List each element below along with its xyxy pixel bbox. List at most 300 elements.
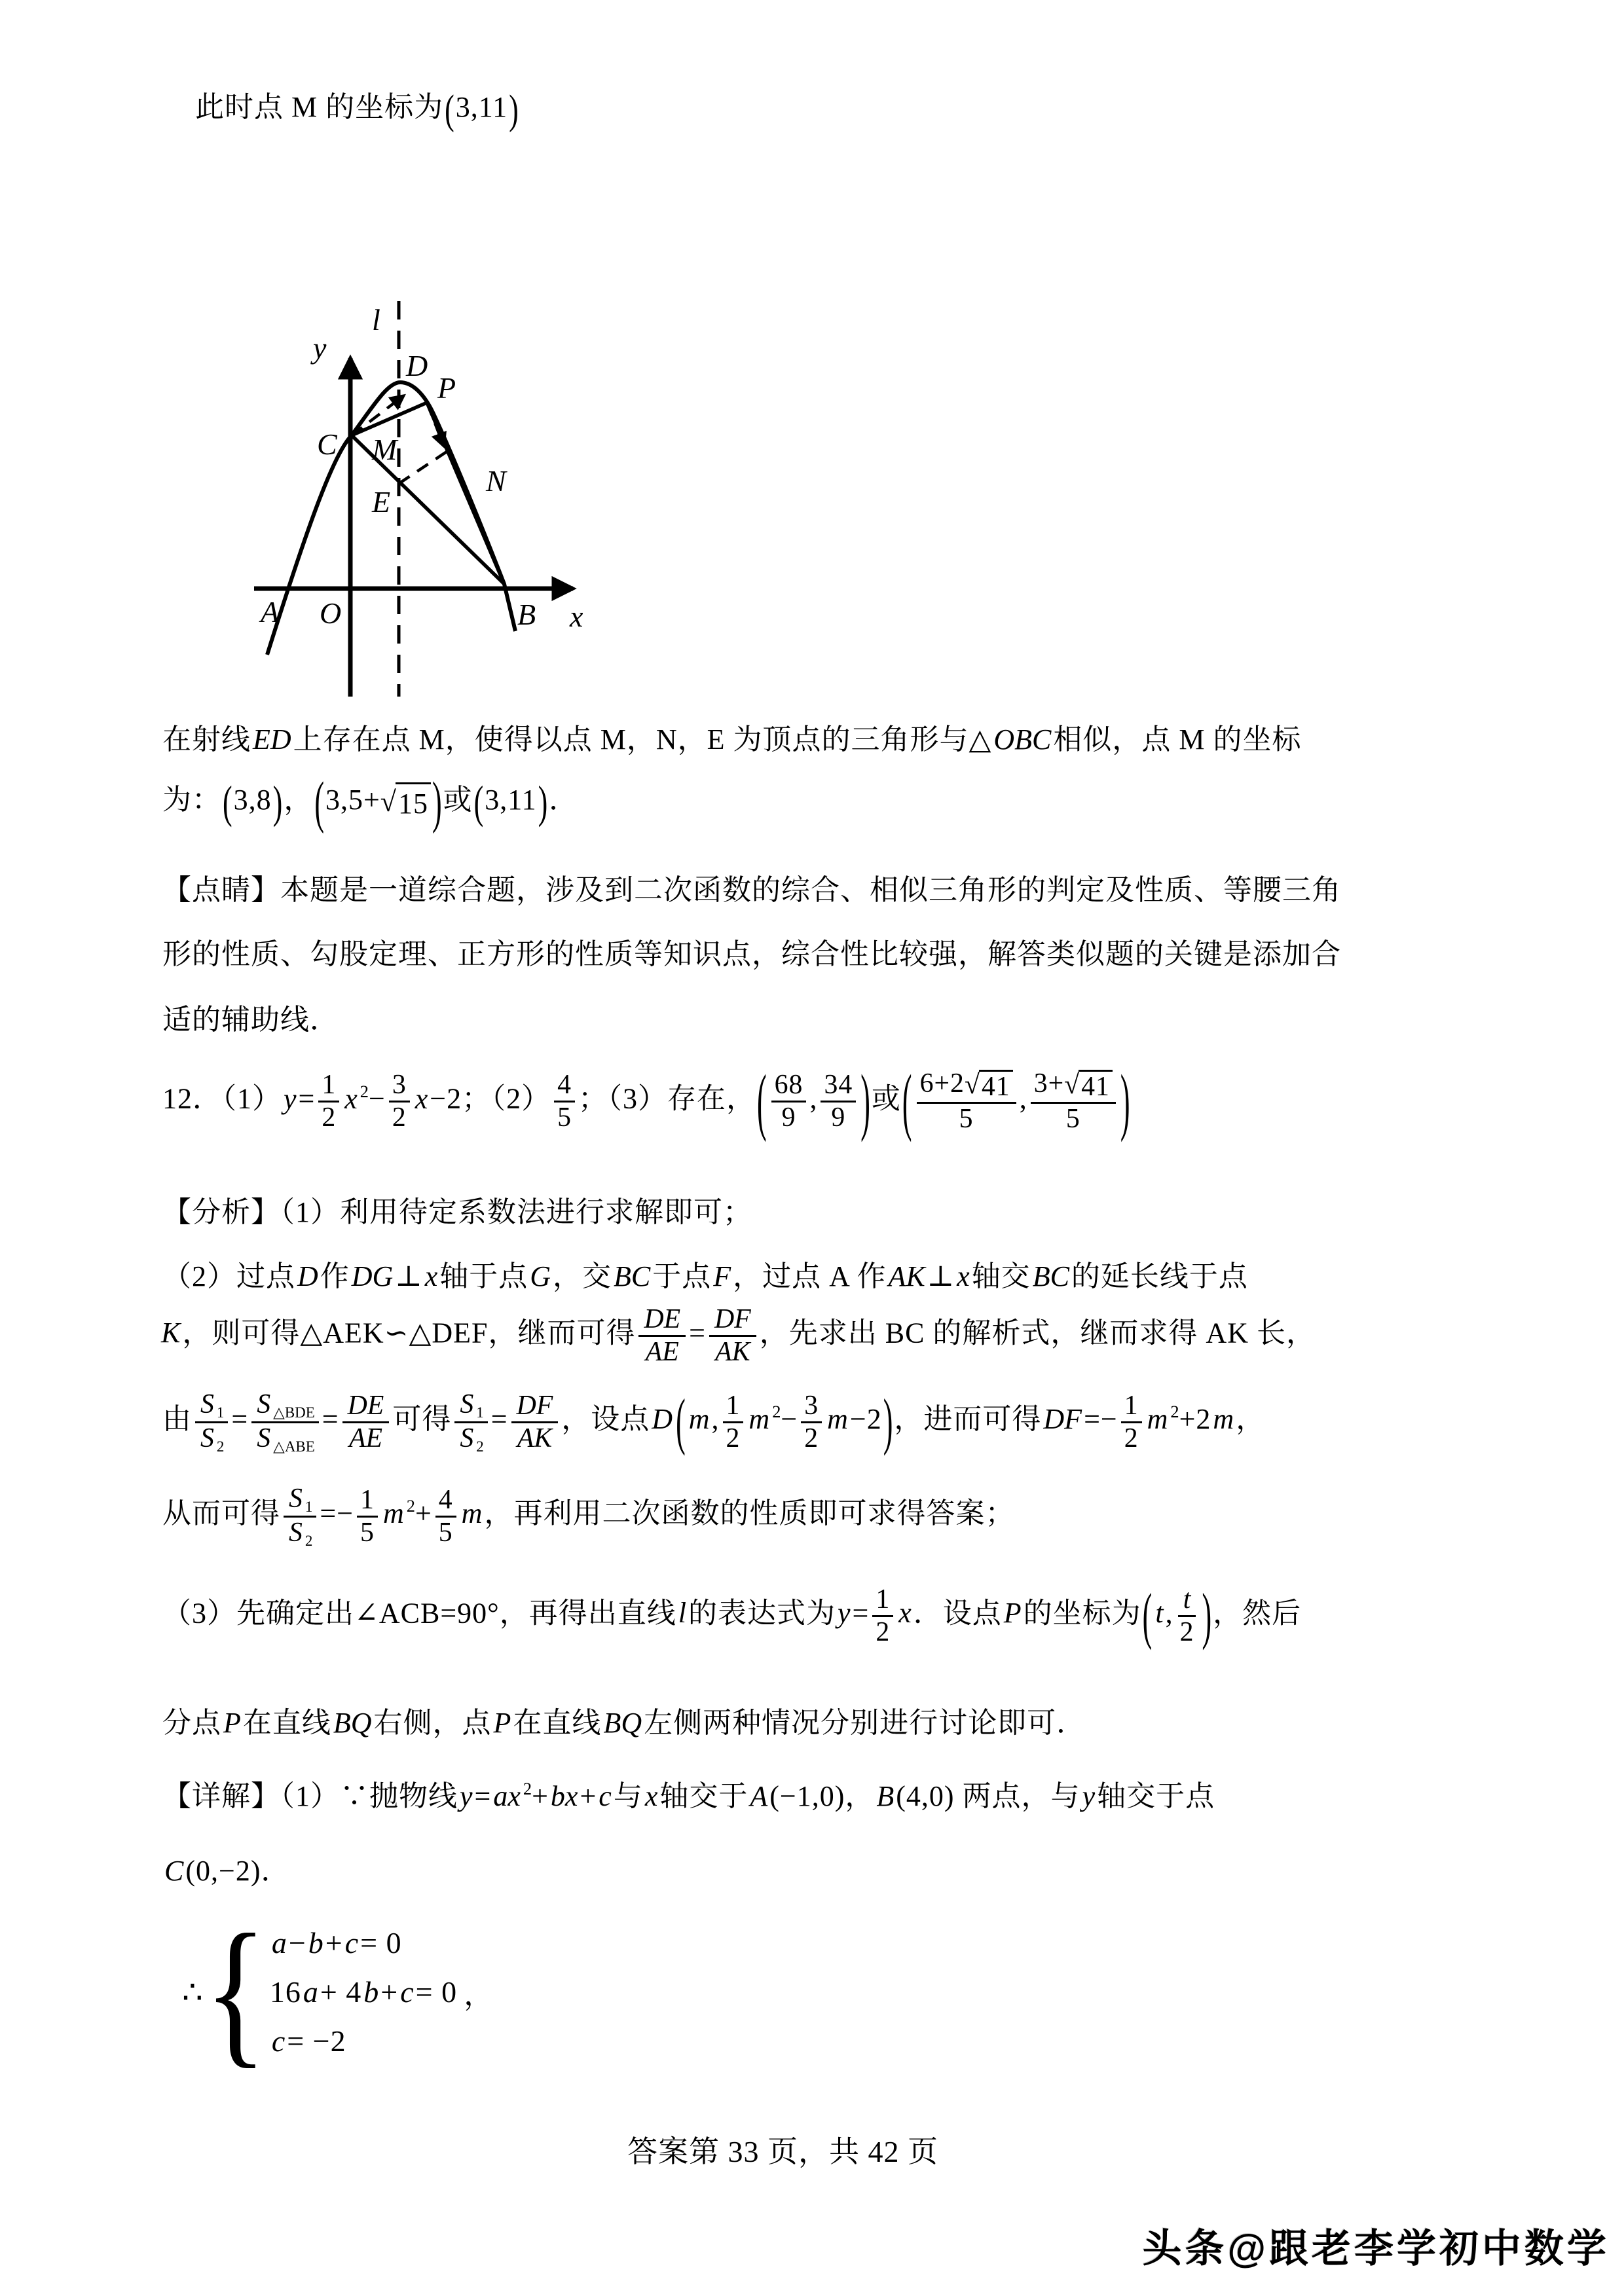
math-text: = 0 <box>415 1975 458 2009</box>
math-text: ，先求出 BC 的解析式，继而求得 AK 长， <box>759 1317 1316 1349</box>
math-text: 16 <box>269 1975 301 2009</box>
fraction <box>1177 1584 1198 1648</box>
math-text: + <box>532 1780 549 1812</box>
math-variable: y <box>284 1082 297 1115</box>
math-text: 从而可得 <box>162 1497 280 1530</box>
dashed-segment-to-E <box>399 452 447 483</box>
fraction-denominator <box>251 1423 319 1455</box>
math-variable: AE <box>645 1336 679 1367</box>
fraction-denominator <box>872 1617 893 1648</box>
fraction-numerator <box>195 1389 228 1423</box>
math-variable: P <box>223 1707 241 1739</box>
math-variable: AK <box>517 1423 553 1453</box>
fraction-numerator <box>284 1484 316 1518</box>
superscript: 2 <box>406 1496 415 1516</box>
label-M: M <box>372 433 397 466</box>
fraction-numerator <box>709 1304 756 1337</box>
fraction-denominator <box>828 1102 849 1133</box>
subscript: 2 <box>216 1438 225 1455</box>
fraction-denominator <box>1063 1104 1084 1135</box>
fraction-numerator <box>554 1070 575 1102</box>
left-paren: ( <box>223 776 232 828</box>
math-text: + <box>380 1975 399 2009</box>
math-variable: BQ <box>333 1707 372 1739</box>
fraction <box>357 1485 378 1548</box>
math-text: 2 <box>804 1423 819 1453</box>
math-text: 5 <box>360 1517 375 1548</box>
subscript: △BDE <box>273 1404 315 1421</box>
analysis-line-5 <box>162 1484 1014 1549</box>
superscript: 2 <box>523 1778 532 1798</box>
fraction <box>318 1070 339 1133</box>
math-variable: ax <box>493 1780 521 1812</box>
math-text: , <box>1019 1082 1027 1115</box>
math-text: 41 <box>981 1071 1010 1102</box>
math-variable: S <box>460 1423 474 1453</box>
fraction-numerator <box>917 1068 1016 1104</box>
square-root <box>965 1070 1013 1102</box>
label-C: C <box>317 428 337 461</box>
fraction-denominator <box>195 1423 228 1455</box>
math-text: + 4 <box>320 1975 362 2009</box>
left-paren: ( <box>445 86 454 134</box>
math-variable: F <box>713 1260 731 1292</box>
math-variable: BC <box>614 1260 651 1292</box>
math-text: = <box>322 1403 339 1436</box>
fraction <box>284 1484 316 1549</box>
fraction-denominator <box>435 1518 456 1548</box>
fraction <box>638 1304 686 1368</box>
left-paren: ( <box>757 1059 767 1143</box>
similarity-statement-line-2 <box>162 770 579 835</box>
math-text: 1 <box>322 1070 337 1101</box>
answer-12-line <box>162 1059 1132 1143</box>
math-variable: DF <box>516 1390 553 1421</box>
math-text: ，然后 <box>1213 1597 1302 1630</box>
math-variable: S <box>289 1517 303 1548</box>
math-text: 1 <box>1124 1390 1139 1421</box>
math-variable: P <box>1003 1597 1022 1630</box>
right-paren: ) <box>538 776 548 828</box>
math-text: ⊥ <box>395 1260 423 1292</box>
math-text: 3 <box>804 1390 819 1421</box>
math-text: 作 <box>320 1260 350 1292</box>
fraction-denominator <box>956 1104 977 1135</box>
math-text: − <box>369 1082 386 1115</box>
math-text: 2 <box>1124 1423 1139 1453</box>
fraction-numerator <box>638 1304 686 1337</box>
math-text: 在直线 <box>513 1707 602 1739</box>
math-variable: OBC <box>993 723 1052 756</box>
right-paren: ) <box>509 86 519 134</box>
math-text: 3,8 <box>233 784 272 816</box>
fraction <box>1031 1068 1116 1135</box>
math-text: 在直线 <box>242 1707 331 1739</box>
fraction-numerator <box>389 1070 410 1102</box>
math-text: 的延长线于点 <box>1071 1260 1248 1292</box>
math-text: 【点睛】本题是一道综合题，涉及到二次函数的综合、相似三角形的判定及性质、等腰三角 <box>162 874 1341 906</box>
fraction <box>872 1584 893 1648</box>
math-text: 的表达式为 <box>688 1597 836 1630</box>
math-variable: S <box>289 1484 303 1514</box>
fraction <box>454 1389 487 1455</box>
math-text: 68 <box>774 1070 803 1101</box>
fraction-denominator <box>284 1518 316 1550</box>
math-variable: DE <box>347 1390 384 1421</box>
math-text: 左侧两种情况分别进行讨论即可． <box>644 1707 1086 1739</box>
math-text: 1 <box>726 1390 741 1421</box>
math-variable: ED <box>253 723 291 756</box>
label-D: D <box>406 349 428 382</box>
radical-sign: √ <box>1064 1069 1080 1100</box>
math-text: 可得 <box>392 1403 452 1436</box>
math-variable: t <box>1155 1597 1164 1630</box>
math-text: 轴交于 <box>659 1780 748 1812</box>
math-text: 的坐标为 <box>1023 1597 1141 1630</box>
fraction-denominator <box>640 1337 684 1368</box>
square-root <box>380 782 431 823</box>
subscript: 1 <box>304 1498 313 1515</box>
math-variable: x <box>898 1597 912 1630</box>
left-paren: ( <box>902 1059 912 1143</box>
fraction <box>709 1304 756 1368</box>
label-l: l <box>372 303 380 337</box>
math-text: ， <box>1236 1403 1266 1436</box>
math-text: 4 <box>557 1070 572 1101</box>
math-text: 2 <box>392 1102 407 1133</box>
math-text: ⊥ <box>927 1260 955 1292</box>
right-paren: ) <box>432 770 442 835</box>
fraction-numerator <box>251 1389 319 1423</box>
label-P: P <box>437 371 456 405</box>
math-text: (−1,0)， <box>769 1780 875 1812</box>
math-text: +2 <box>1179 1403 1211 1436</box>
math-text: ，再利用二次函数的性质即可求得答案； <box>484 1497 1015 1530</box>
detail-line-2 <box>162 1851 290 1890</box>
math-text: = −2 <box>287 2024 346 2058</box>
math-text: 1 <box>360 1484 375 1515</box>
math-variable: AK <box>715 1336 750 1367</box>
fraction-numerator <box>723 1391 744 1423</box>
math-variable: c <box>400 1975 414 2009</box>
fraction <box>821 1070 856 1133</box>
math-variable: a <box>271 1926 287 1959</box>
label-y: y <box>313 331 327 365</box>
math-text: 于点 <box>652 1260 712 1292</box>
math-text: ，过点 A 作 <box>733 1260 887 1292</box>
system-trailing-comma: ， <box>464 1977 494 2011</box>
subscript: 1 <box>476 1404 484 1421</box>
fraction <box>723 1391 744 1454</box>
left-paren: ( <box>676 1386 686 1457</box>
math-variable: m <box>827 1403 848 1436</box>
fraction-numerator <box>801 1391 822 1423</box>
math-variable: S <box>460 1389 474 1419</box>
math-variable: S <box>200 1423 214 1453</box>
superscript: 2 <box>360 1081 369 1101</box>
math-text: = <box>689 1317 706 1349</box>
right-paren: ) <box>860 1059 870 1143</box>
math-text: − <box>781 1403 798 1436</box>
note-line-2 <box>162 935 1341 974</box>
right-paren: ) <box>883 1386 893 1457</box>
math-text: = 0 <box>360 1926 402 1959</box>
math-text: 5 <box>438 1517 453 1548</box>
label-B: B <box>517 598 536 631</box>
math-text: 右侧，点 <box>373 1707 492 1739</box>
note-line-1 <box>162 871 1341 909</box>
m-coordinate-line <box>195 86 520 134</box>
math-text: = <box>852 1597 870 1630</box>
fraction <box>771 1070 807 1133</box>
radicand <box>396 782 431 823</box>
therefore-symbol: ∴ <box>182 1973 203 2011</box>
parabola-figure <box>111 296 609 702</box>
left-paren: ( <box>314 770 324 835</box>
math-variable: x <box>957 1260 970 1292</box>
math-text: 9 <box>831 1102 846 1133</box>
math-text: , <box>711 1403 720 1436</box>
fraction-numerator <box>1031 1068 1116 1104</box>
math-variable: BC <box>1032 1260 1069 1292</box>
math-text: + <box>580 1780 597 1812</box>
math-text: 轴于点 <box>439 1260 528 1292</box>
math-text: 由 <box>162 1403 192 1436</box>
analysis-line-7 <box>162 1704 1086 1742</box>
equation-row-1 <box>270 1925 457 1960</box>
math-variable: DF <box>714 1304 751 1334</box>
math-variable: t <box>1183 1584 1191 1614</box>
math-text: 适的辅助线． <box>162 1004 339 1036</box>
math-text: = <box>474 1780 492 1812</box>
superscript: 2 <box>772 1402 781 1422</box>
math-variable: AK <box>888 1260 925 1292</box>
math-text: 或 <box>443 784 473 816</box>
fraction <box>195 1389 228 1455</box>
math-text: 在射线 <box>162 723 251 756</box>
page-footer: 答案第 33 页，共 42 页 <box>627 2135 938 2168</box>
label-A: A <box>261 595 280 629</box>
math-text: 3 <box>392 1070 407 1101</box>
fraction <box>1121 1391 1142 1454</box>
subscript: 2 <box>476 1438 484 1455</box>
analysis-line-2 <box>162 1257 1248 1296</box>
math-variable: S <box>200 1389 214 1419</box>
math-variable: DF <box>1043 1403 1082 1436</box>
fraction-denominator <box>454 1423 487 1455</box>
math-text: 9 <box>781 1102 796 1133</box>
fraction-numerator <box>872 1584 893 1617</box>
equation-row-3 <box>270 2024 457 2058</box>
analysis-line-1 <box>162 1193 752 1231</box>
math-text: =− <box>320 1497 354 1530</box>
math-variable: m <box>461 1497 483 1530</box>
fraction-numerator <box>821 1070 856 1102</box>
math-variable: y <box>837 1597 851 1630</box>
fraction-denominator <box>344 1423 388 1454</box>
math-variable: G <box>530 1260 551 1292</box>
fraction-numerator <box>435 1485 456 1518</box>
math-text: ，进而可得 <box>894 1403 1042 1436</box>
math-variable: c <box>271 2024 286 2058</box>
math-text: 2 <box>1179 1616 1194 1647</box>
math-text: ，交 <box>553 1260 612 1292</box>
math-text: ；（3）存在， <box>578 1082 756 1115</box>
fraction-numerator <box>511 1391 559 1423</box>
fraction <box>342 1391 390 1454</box>
fraction <box>251 1389 319 1455</box>
fraction-denominator <box>801 1423 822 1454</box>
math-variable: m <box>382 1497 404 1530</box>
math-text: 形的性质、勾股定理、正方形的性质等知识点，综合性比较强，解答类似题的关键是添加合 <box>162 938 1341 970</box>
math-variable: b <box>308 1926 323 1959</box>
math-text: 5 <box>959 1104 974 1135</box>
similarity-statement-line-1 <box>162 720 1302 759</box>
math-text: 12．（1） <box>162 1082 282 1115</box>
fraction-numerator <box>1121 1391 1142 1423</box>
left-paren: ( <box>1142 1580 1153 1651</box>
superscript: 2 <box>1170 1402 1179 1422</box>
fraction-denominator <box>779 1102 800 1133</box>
math-variable: c <box>344 1926 359 1959</box>
math-variable: b <box>363 1975 379 2009</box>
math-text: 15 <box>397 787 428 820</box>
square-root <box>1064 1070 1113 1102</box>
math-text: 3,5+ <box>325 784 380 816</box>
radical-sign: √ <box>380 785 396 818</box>
fraction-numerator <box>318 1070 339 1102</box>
math-variable: c <box>599 1780 612 1812</box>
fraction <box>801 1391 822 1454</box>
math-text: − <box>288 1926 306 1959</box>
analysis-line-3 <box>159 1304 1316 1368</box>
math-text: 2 <box>322 1102 337 1133</box>
subscript: 1 <box>216 1404 225 1421</box>
math-variable: AE <box>348 1423 383 1453</box>
math-text: (4,0) 两点，与 <box>896 1780 1080 1812</box>
radicand <box>1079 1070 1113 1102</box>
math-variable: A <box>750 1780 768 1812</box>
math-variable: DE <box>644 1304 681 1334</box>
label-E: E <box>372 485 391 519</box>
right-paren: ) <box>272 776 283 828</box>
math-variable: m <box>748 1403 770 1436</box>
math-variable: m <box>1147 1403 1168 1436</box>
fraction-denominator <box>1121 1423 1142 1454</box>
math-text: ， <box>284 784 314 816</box>
math-variable: x <box>424 1260 438 1292</box>
fraction-denominator <box>1177 1617 1198 1648</box>
math-text: 41 <box>1081 1071 1110 1102</box>
right-paren: ) <box>1120 1059 1130 1143</box>
math-text: 【详解】（1）∵抛物线 <box>162 1780 458 1812</box>
math-variable: D <box>652 1403 673 1436</box>
fraction <box>554 1070 575 1133</box>
equation-system <box>182 1901 494 2082</box>
radical-sign: √ <box>964 1069 980 1100</box>
math-text: 与 <box>613 1780 643 1812</box>
subscript: 2 <box>304 1532 313 1549</box>
math-text: 上存在点 M，使得以点 M，N，E 为顶点的三角形与△ <box>293 723 992 756</box>
math-variable: DG <box>351 1260 394 1292</box>
math-text: −2；（2） <box>430 1082 551 1115</box>
math-variable: m <box>1213 1403 1234 1436</box>
math-variable: m <box>688 1403 710 1436</box>
fraction-numerator <box>342 1391 390 1423</box>
math-text: （3）先确定出∠ACB=90°，再得出直线 <box>162 1597 676 1630</box>
math-text: 3,11 <box>455 91 508 123</box>
radicand <box>979 1070 1013 1102</box>
fraction <box>389 1070 410 1133</box>
fraction-denominator <box>512 1423 557 1454</box>
math-text: 分点 <box>162 1707 221 1739</box>
math-variable: y <box>460 1780 473 1812</box>
fraction <box>511 1391 559 1454</box>
fraction-denominator <box>710 1337 755 1368</box>
math-text: , <box>809 1082 818 1115</box>
math-text: 【分析】（1）利用待定系数法进行求解即可； <box>162 1196 752 1228</box>
math-text: , <box>1165 1597 1173 1630</box>
math-text: 2 <box>876 1616 891 1647</box>
fraction <box>917 1068 1016 1135</box>
label-N: N <box>486 464 506 498</box>
fraction-denominator <box>723 1423 744 1454</box>
math-variable: l <box>678 1597 686 1630</box>
math-text: =− <box>1084 1403 1118 1436</box>
math-text: 3,11 <box>485 784 537 816</box>
math-text: 4 <box>438 1484 453 1515</box>
math-text: 或 <box>871 1082 901 1115</box>
math-text: 5 <box>557 1102 572 1133</box>
math-text: 此时点 M 的坐标为 <box>195 91 444 123</box>
math-text: 6+2 <box>919 1068 965 1099</box>
math-text: −2 <box>849 1403 882 1436</box>
math-variable: P <box>493 1707 511 1739</box>
math-variable: B <box>876 1780 895 1812</box>
system-brace: { <box>204 1901 267 2082</box>
watermark-text: 头条@跟老李学初中数学 <box>1142 2227 1610 2270</box>
math-text: 为： <box>162 784 221 816</box>
math-text: 2 <box>726 1423 741 1453</box>
right-paren: ) <box>1202 1580 1212 1651</box>
math-text: + <box>415 1497 432 1530</box>
math-text: 5 <box>1065 1104 1080 1135</box>
equation-column <box>270 1918 457 2066</box>
left-paren: ( <box>473 776 484 828</box>
fraction-denominator <box>554 1102 575 1133</box>
note-line-3 <box>162 1000 339 1039</box>
fraction-denominator <box>318 1102 339 1133</box>
math-variable: a <box>303 1975 318 2009</box>
math-text: 相似，点 M 的坐标 <box>1053 723 1302 756</box>
subscript: △ABE <box>273 1438 315 1455</box>
math-variable: S <box>257 1423 271 1453</box>
detail-line-1 <box>162 1777 1215 1815</box>
equation-row-2 <box>270 1975 457 2009</box>
math-variable: bx <box>550 1780 578 1812</box>
label-O: O <box>320 596 342 630</box>
math-text: ，设点 <box>561 1403 650 1436</box>
math-text: = <box>231 1403 249 1436</box>
math-text: = <box>490 1403 508 1436</box>
math-variable: y <box>1082 1780 1096 1812</box>
math-variable: x <box>644 1780 658 1812</box>
label-x: x <box>570 600 583 633</box>
fraction-numerator <box>454 1389 487 1423</box>
math-text: 3+ <box>1033 1068 1065 1099</box>
analysis-line-6 <box>162 1580 1302 1651</box>
math-text: (0,−2)． <box>185 1855 291 1887</box>
